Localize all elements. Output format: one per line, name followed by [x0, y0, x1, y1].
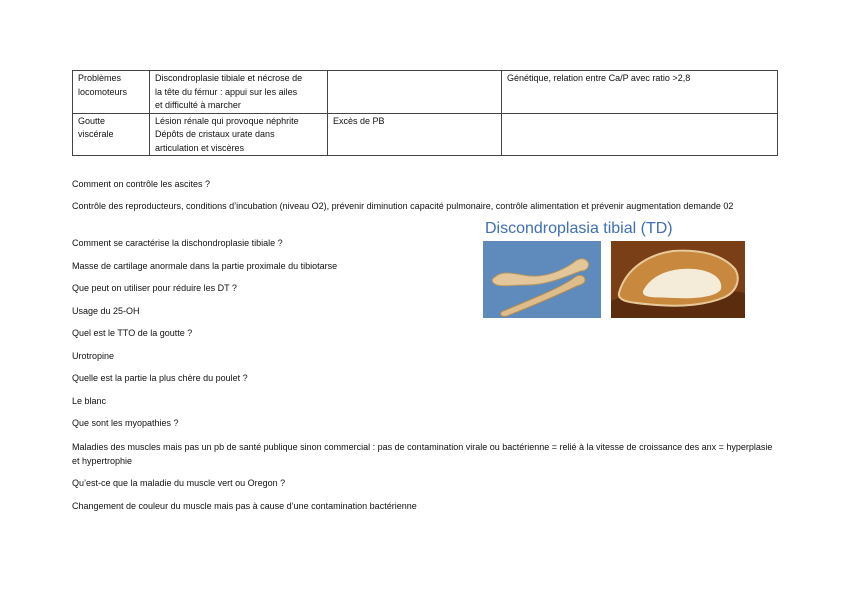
cell-text: Excès de PB: [333, 115, 385, 126]
question-myopathies: Que sont les myopathies ?: [72, 418, 179, 428]
table-cell: [73, 113, 150, 156]
table-cell: [73, 71, 150, 114]
answer-green-muscle: Changement de couleur du muscle mais pas à cause d’une contamination bactérienne: [72, 501, 417, 511]
cell-text: Lésion rénale qui provoque néphrite Dépôts de cristaux urate dans articulation et viscères: [155, 115, 299, 153]
cell-text: Problèmes locomoteurs: [78, 73, 128, 97]
bones-photo: [483, 241, 601, 318]
cell-text: Génétique, relation entre Ca/P avec ratio >2,8: [507, 73, 691, 83]
table-cell: [502, 113, 778, 156]
table-row: [73, 71, 778, 114]
table-row: [73, 113, 778, 156]
table-cell: [328, 71, 502, 114]
question-ascites: Comment on contrôle les ascites ?: [72, 179, 211, 189]
table-cell: [502, 71, 778, 114]
cell-text: Discondroplasie tibiale et nécrose de la tête du fémur : appui sur les ailes et difficulté à marcher: [155, 73, 303, 110]
cell-text: Goutte viscérale: [78, 115, 114, 139]
dyschondroplasia-figure: [483, 218, 745, 318]
question-dyschondroplasia: Comment se caractérise la dischondroplasie tibiale ?: [72, 238, 283, 248]
question-gout-treatment: Quel est le TTO de la goutte ?: [72, 328, 193, 338]
answer-expensive-part: Le blanc: [72, 396, 107, 406]
answer-myopathies: Maladies des muscles mais pas un pb de santé publique sinon commercial : pas de contamination virale ou bactérienne = relié à la vitesse de croissance des anx = hyperplasie et hypertrophie: [72, 442, 773, 466]
question-green-muscle: Qu’est-ce que la maladie du muscle vert ou Oregon ?: [72, 478, 286, 488]
question-expensive-part: Quelle est la partie la plus chère du poulet ?: [72, 373, 248, 383]
figure-title: Discondroplasia tibial (TD): [485, 220, 673, 237]
question-reduce-dt: Que peut on utiliser pour réduire les DT ?: [72, 283, 237, 293]
cartilage-section-photo: [611, 241, 745, 318]
table-cell: [150, 113, 328, 156]
answer-reduce-dt: Usage du 25-OH: [72, 306, 140, 316]
answer-ascites: Contrôle des reproducteurs, conditions d’incubation (niveau O2), prévenir diminution capacité pulmonaire, contrôle alimentation et prévenir augmentation demande 02: [72, 201, 734, 211]
answer-dyschondroplasia: Masse de cartilage anormale dans la partie proximale du tibiotarse: [72, 261, 338, 271]
table-cell: [150, 71, 328, 114]
diseases-table: [72, 70, 778, 156]
answer-gout-treatment: Urotropine: [72, 351, 115, 361]
table-cell: [328, 113, 502, 156]
